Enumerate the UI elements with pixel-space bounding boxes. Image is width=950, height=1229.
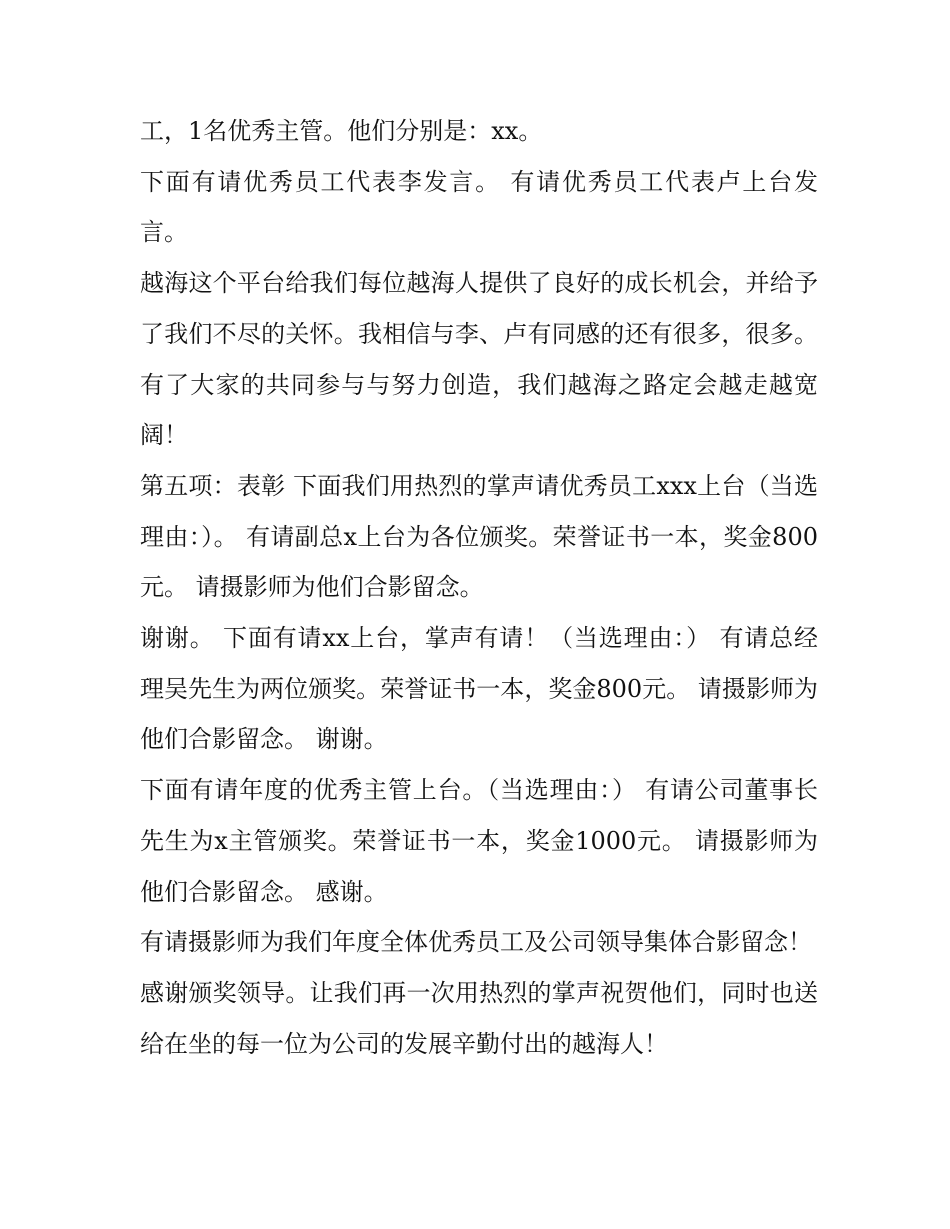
paragraph-3: 越海这个平台给我们每位越海人提供了良好的成长机会，并给予了我们不尽的关怀。我相信与李、卢有同感的还有很多，很多。有了大家的共同参与与努力创造，我们越海之路定会越走越宽阔！ [140,269,818,450]
paragraph-8: 感谢颁奖领导。让我们再一次用热烈的掌声祝贺他们，同时也送给在坐的每一位为公司的发展辛勤付出的越海人！ [140,978,818,1058]
paragraph-7: 有请摄影师为我们年度全体优秀员工及公司领导集体合影留念！ [140,928,812,957]
paragraph-6: 下面有请年度的优秀主管上台。（当选理由：） 有请公司董事长先生为x主管颁奖。荣誉证书一本，奖金1000元。 请摄影师为他们合影留念。 感谢。 [140,776,818,906]
document-body [140,106,818,1069]
paragraph-2: 下面有请优秀员工代表李发言。 有请优秀员工代表卢上台发言。 [140,167,818,247]
paragraph-1: 工，1名优秀主管。他们分别是：xx。 [140,117,543,145]
paragraph-4: 第五项：表彰 下面我们用热烈的掌声请优秀员工xxx上台（当选理由：）。 有请副总x上台为各位颁奖。荣誉证书一本，奖金800元。 请摄影师为他们合影留念。 [140,471,818,602]
paragraph-5: 谢谢。 下面有请xx上台，掌声有请！（当选理由：） 有请总经理吴先生为两位颁奖。荣誉证书一本，奖金800元。 请摄影师为他们合影留念。 谢谢。 [140,624,818,754]
